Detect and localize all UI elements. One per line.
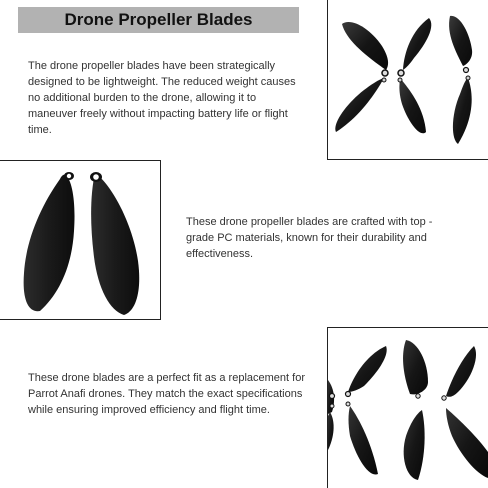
propeller-blades-illustration <box>328 328 488 488</box>
blade-shape <box>446 346 476 397</box>
page-title: Drone Propeller Blades <box>18 7 299 33</box>
propeller-blades-illustration <box>0 161 160 320</box>
blade-shape <box>342 22 388 70</box>
blade-shape <box>403 340 428 394</box>
product-image-blades-pair <box>0 160 161 320</box>
blade-shape <box>349 406 379 474</box>
blade-shape <box>24 175 75 312</box>
blade-shape <box>335 78 384 132</box>
blade-shape <box>404 410 425 480</box>
blade-shape <box>449 16 472 66</box>
blade-shape <box>399 78 426 133</box>
propeller-blades-illustration <box>328 0 488 160</box>
description-lightweight: The drone propeller blades have been strategically designed to be lightweight. The reduced weight causes no additional burden to the drone, allowing it to maneuver freely without impacting battery life or flight time. <box>28 60 296 136</box>
product-image-blades-four <box>327 0 488 160</box>
blade-shape <box>348 346 387 392</box>
blade-shape <box>91 173 139 315</box>
description-material: These drone propeller blades are crafted with top - grade PC materials, known for their durability and effectiveness. <box>186 216 433 260</box>
blade-shape <box>453 78 472 144</box>
description-compatibility: These drone blades are a perfect fit as a replacement for Parrot Anafi drones. They match the exact specifications while ensuring improved efficiency and flight time. <box>28 372 305 416</box>
blade-shape <box>403 18 431 70</box>
blade-shape <box>446 408 488 478</box>
blade-shape <box>328 412 334 450</box>
product-image-blades-set <box>327 327 488 488</box>
